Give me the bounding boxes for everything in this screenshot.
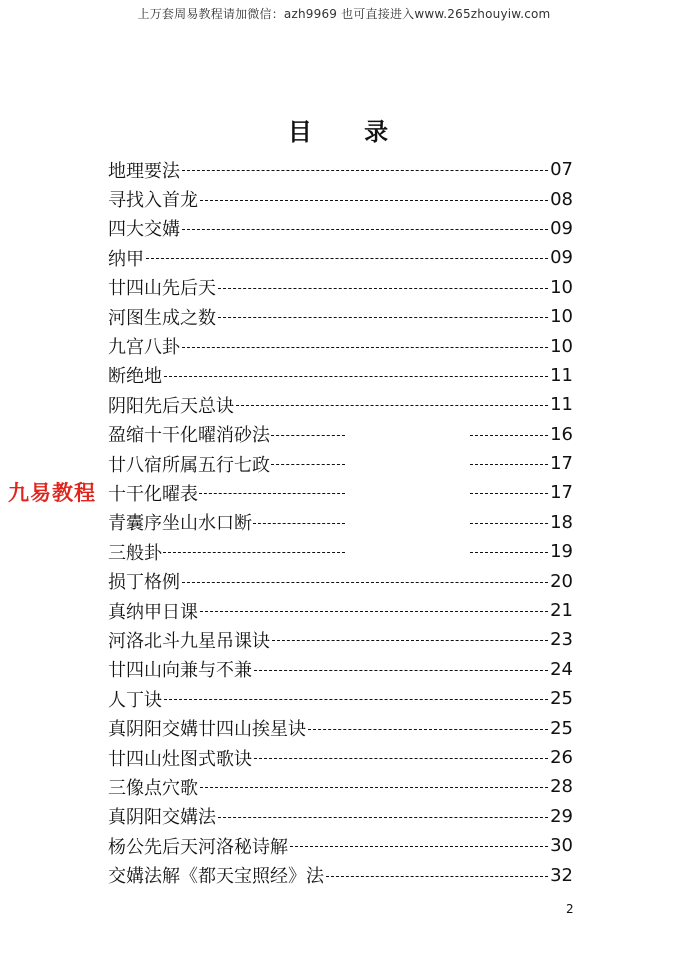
toc-entry-label: 河洛北斗九星吊课诀 (108, 630, 270, 652)
toc-entry-page: 24 (550, 658, 573, 680)
toc-entry-page: 10 (550, 335, 573, 357)
header-banner: 上万套周易教程请加微信：azh9969 也可直接进入www.265zhouyiw.com (137, 7, 551, 21)
toc-entry-label: 人丁诀 (108, 689, 162, 711)
toc-entry-label: 交媾法解《都天宝照经》法 (108, 866, 324, 888)
toc-entry (108, 743, 573, 772)
watermark: 九易教程 (8, 481, 96, 505)
toc-entry-label: 河图生成之数 (108, 307, 216, 329)
leader-line (182, 582, 548, 583)
toc-entry (108, 449, 573, 478)
leader-line (271, 435, 345, 436)
toc-entry (108, 713, 573, 742)
toc-entry-label: 盈缩十干化曜消砂法 (108, 425, 270, 447)
toc-entry-label: 廿四山向兼与不兼 (108, 660, 252, 682)
leader-line (254, 758, 548, 759)
toc-entry-page: 17 (550, 453, 573, 475)
table-of-contents (108, 155, 573, 890)
toc-entry (108, 772, 573, 801)
toc-entry-page: 32 (550, 864, 573, 886)
toc-entry-label: 三像点穴歌 (108, 777, 198, 799)
leader-line (470, 464, 548, 465)
toc-entry-label: 阴阳先后天总诀 (108, 395, 234, 417)
toc-entry-page: 19 (550, 541, 573, 563)
leader-line (200, 611, 548, 612)
toc-entry-label: 廿八宿所属五行七政 (108, 454, 270, 476)
leader-line (218, 288, 548, 289)
leader-line (182, 347, 548, 348)
toc-entry (108, 390, 573, 419)
leader-line (182, 170, 548, 171)
toc-entry-label: 廿四山灶图式歌诀 (108, 748, 252, 770)
toc-entry-label: 四大交媾 (108, 219, 180, 241)
toc-entry-label: 地理要法 (108, 160, 180, 182)
toc-entry-page: 18 (550, 511, 573, 533)
toc-entry (108, 655, 573, 684)
toc-entry-page: 28 (550, 776, 573, 798)
toc-entry-page: 25 (550, 717, 573, 739)
leader-line (218, 817, 548, 818)
toc-entry-page: 11 (550, 394, 573, 416)
leader-line (290, 846, 548, 847)
toc-entry (108, 508, 573, 537)
leader-line (271, 464, 345, 465)
leader-line (164, 376, 548, 377)
toc-entry-page: 10 (550, 276, 573, 298)
toc-entry (108, 273, 573, 302)
leader-line (470, 523, 548, 524)
toc-entry (108, 243, 573, 272)
toc-entry-label: 纳甲 (108, 248, 144, 270)
toc-entry-label: 杨公先后天河洛秘诗解 (108, 836, 288, 858)
toc-entry-label: 廿四山先后天 (108, 278, 216, 300)
toc-entry-page: 29 (550, 805, 573, 827)
leader-line (470, 493, 548, 494)
toc-entry (108, 214, 573, 243)
toc-entry-page: 08 (550, 188, 573, 210)
leader-line (164, 699, 548, 700)
toc-entry-page: 23 (550, 629, 573, 651)
leader-line (200, 787, 548, 788)
toc-entry (108, 831, 573, 860)
leader-line (470, 435, 548, 436)
leader-line (218, 317, 548, 318)
toc-entry (108, 302, 573, 331)
leader-line (470, 552, 548, 553)
toc-entry-page: 09 (550, 247, 573, 269)
toc-entry (108, 596, 573, 625)
toc-entry (108, 860, 573, 889)
toc-entry (108, 802, 573, 831)
toc-entry-label: 寻找入首龙 (108, 190, 198, 212)
toc-entry (108, 184, 573, 213)
toc-entry (108, 361, 573, 390)
toc-entry-page: 30 (550, 835, 573, 857)
leader-line (326, 876, 548, 877)
toc-entry-label: 三般卦 (108, 542, 162, 564)
toc-entry (108, 420, 573, 449)
leader-line (272, 640, 548, 641)
toc-entry (108, 155, 573, 184)
toc-entry-page: 07 (550, 159, 573, 181)
toc-entry-page: 21 (550, 600, 573, 622)
toc-entry-label: 真阴阳交媾廿四山挨星诀 (108, 719, 306, 741)
toc-entry-label: 断绝地 (108, 366, 162, 388)
leader-line (253, 523, 345, 524)
toc-entry-label: 真阴阳交媾法 (108, 807, 216, 829)
toc-entry-label: 损丁格例 (108, 572, 180, 594)
page-number: 2 (566, 902, 574, 916)
toc-entry (108, 625, 573, 654)
toc-entry (108, 684, 573, 713)
toc-entry-page: 10 (550, 306, 573, 328)
leader-line (236, 405, 548, 406)
toc-entry-page: 20 (550, 570, 573, 592)
toc-entry-label: 青囊序坐山水口断 (108, 513, 252, 535)
toc-entry-page: 11 (550, 364, 573, 386)
toc-entry-page: 25 (550, 688, 573, 710)
toc-entry-page: 17 (550, 482, 573, 504)
toc-entry-page: 16 (550, 423, 573, 445)
toc-entry-label: 真纳甲日课 (108, 601, 198, 623)
leader-line (200, 200, 548, 201)
toc-entry-label: 九宫八卦 (108, 337, 180, 359)
toc-entry-page: 26 (550, 747, 573, 768)
page-title: 目 录 (287, 117, 411, 146)
leader-line (163, 552, 345, 553)
toc-entry-label: 十干化曜表 (108, 483, 198, 505)
leader-line (146, 258, 548, 259)
toc-entry (108, 537, 573, 566)
leader-line (254, 670, 548, 671)
toc-entry (108, 566, 573, 595)
toc-entry (108, 331, 573, 360)
toc-entry (108, 478, 573, 507)
leader-line (182, 229, 548, 230)
toc-entry-page: 09 (550, 217, 573, 239)
leader-line (199, 493, 345, 494)
leader-line (308, 729, 548, 730)
